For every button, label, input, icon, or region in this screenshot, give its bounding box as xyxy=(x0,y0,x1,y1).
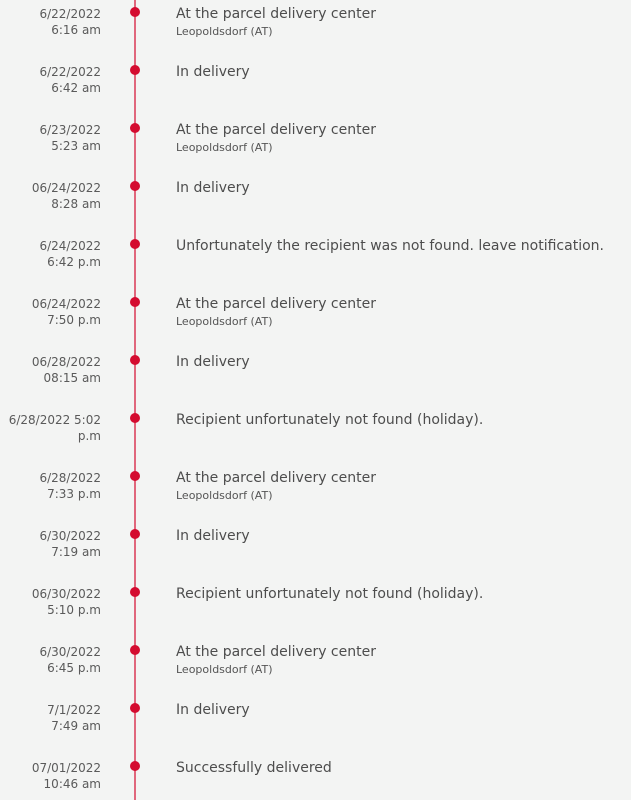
timeline-dot-icon xyxy=(130,703,140,713)
event-timestamp xyxy=(0,702,101,734)
event-time: 7:19 am xyxy=(51,545,101,559)
event-status: At the parcel delivery center xyxy=(176,122,376,138)
timeline-dot-icon xyxy=(130,65,140,75)
event-timestamp xyxy=(0,470,101,502)
event-time: 7:50 p.m xyxy=(47,313,101,327)
timeline-dot-icon xyxy=(130,239,140,249)
timeline-event xyxy=(0,290,631,348)
event-status: Unfortunately the recipient was not found. leave notification. xyxy=(176,238,604,254)
event-date: 6/30/2022 xyxy=(39,645,101,659)
timeline-event xyxy=(0,754,631,800)
event-date: 6/30/2022 xyxy=(39,529,101,543)
event-date: 06/30/2022 xyxy=(31,587,101,601)
event-date: 6/28/2022 xyxy=(39,471,101,485)
timeline-event xyxy=(0,348,631,406)
event-timestamp xyxy=(0,760,101,792)
event-time: 10:46 am xyxy=(43,777,101,791)
event-time: 6:16 am xyxy=(51,23,101,37)
event-status: Recipient unfortunately not found (holiday). xyxy=(176,412,484,428)
event-location: Leopoldsdorf (AT) xyxy=(176,25,273,38)
timeline-event xyxy=(0,580,631,638)
timeline-dot-icon xyxy=(130,355,140,365)
event-description xyxy=(176,179,625,197)
event-time: 6:42 am xyxy=(51,81,101,95)
timeline-event xyxy=(0,116,631,174)
event-description xyxy=(176,63,625,81)
event-status: At the parcel delivery center xyxy=(176,470,376,486)
event-status: Recipient unfortunately not found (holiday). xyxy=(176,586,484,602)
event-time: 6:45 p.m xyxy=(47,661,101,675)
event-location: Leopoldsdorf (AT) xyxy=(176,141,273,154)
event-status: In delivery xyxy=(176,354,250,370)
event-time: 5:23 am xyxy=(51,139,101,153)
event-timestamp xyxy=(0,6,101,38)
event-time: 6:42 p.m xyxy=(47,255,101,269)
event-description xyxy=(176,295,625,330)
event-description xyxy=(176,701,625,719)
event-description xyxy=(176,469,625,504)
timeline-dot-icon xyxy=(130,587,140,597)
timeline-dot-icon xyxy=(130,761,140,771)
event-location: Leopoldsdorf (AT) xyxy=(176,315,273,328)
event-timestamp xyxy=(0,412,101,444)
event-time: 08:15 am xyxy=(43,371,101,385)
event-timestamp xyxy=(0,586,101,618)
timeline-event xyxy=(0,696,631,754)
event-description xyxy=(176,759,625,777)
timeline-event xyxy=(0,58,631,116)
event-date: 06/28/2022 xyxy=(31,355,101,369)
timeline-dot-icon xyxy=(130,7,140,17)
event-date: 06/24/2022 xyxy=(31,181,101,195)
event-timestamp xyxy=(0,180,101,212)
event-timestamp xyxy=(0,644,101,676)
event-status: At the parcel delivery center xyxy=(176,644,376,660)
event-location: Leopoldsdorf (AT) xyxy=(176,489,273,502)
event-time: 7:49 am xyxy=(51,719,101,733)
event-timestamp xyxy=(0,238,101,270)
event-location: Leopoldsdorf (AT) xyxy=(176,663,273,676)
event-description xyxy=(176,121,625,156)
event-timestamp xyxy=(0,528,101,560)
event-description xyxy=(176,353,625,371)
event-timestamp xyxy=(0,122,101,154)
timeline-event xyxy=(0,174,631,232)
event-status: Successfully delivered xyxy=(176,760,332,776)
event-description xyxy=(176,527,625,545)
event-date: 6/28/2022 5:02 xyxy=(8,413,101,427)
timeline-event xyxy=(0,0,631,58)
event-time: 5:10 p.m xyxy=(47,603,101,617)
event-status: In delivery xyxy=(176,180,250,196)
event-date: 07/01/2022 xyxy=(31,761,101,775)
event-date: 6/22/2022 xyxy=(39,65,101,79)
event-timestamp xyxy=(0,64,101,96)
event-date: 6/24/2022 xyxy=(39,239,101,253)
timeline-dot-icon xyxy=(130,413,140,423)
timeline-dot-icon xyxy=(130,529,140,539)
event-description xyxy=(176,5,625,40)
timeline-dot-icon xyxy=(130,123,140,133)
event-date: 7/1/2022 xyxy=(47,703,101,717)
event-status: At the parcel delivery center xyxy=(176,6,376,22)
event-status: In delivery xyxy=(176,528,250,544)
timeline-dot-icon xyxy=(130,471,140,481)
event-date: 6/22/2022 xyxy=(39,7,101,21)
event-time: 7:33 p.m xyxy=(47,487,101,501)
event-status: In delivery xyxy=(176,64,250,80)
timeline-dot-icon xyxy=(130,645,140,655)
event-description xyxy=(176,643,625,678)
event-time: p.m xyxy=(77,429,101,443)
timeline-event xyxy=(0,638,631,696)
event-status: At the parcel delivery center xyxy=(176,296,376,312)
timeline-event xyxy=(0,464,631,522)
timeline-event xyxy=(0,522,631,580)
event-date: 6/23/2022 xyxy=(39,123,101,137)
timeline-dot-icon xyxy=(130,181,140,191)
timeline-event xyxy=(0,232,631,290)
timeline-event xyxy=(0,406,631,464)
event-status: In delivery xyxy=(176,702,250,718)
event-description xyxy=(176,237,625,255)
event-time: 8:28 am xyxy=(51,197,101,211)
event-description xyxy=(176,411,625,429)
event-description xyxy=(176,585,625,603)
event-timestamp xyxy=(0,296,101,328)
event-date: 06/24/2022 xyxy=(31,297,101,311)
timeline-dot-icon xyxy=(130,297,140,307)
event-timestamp xyxy=(0,354,101,386)
